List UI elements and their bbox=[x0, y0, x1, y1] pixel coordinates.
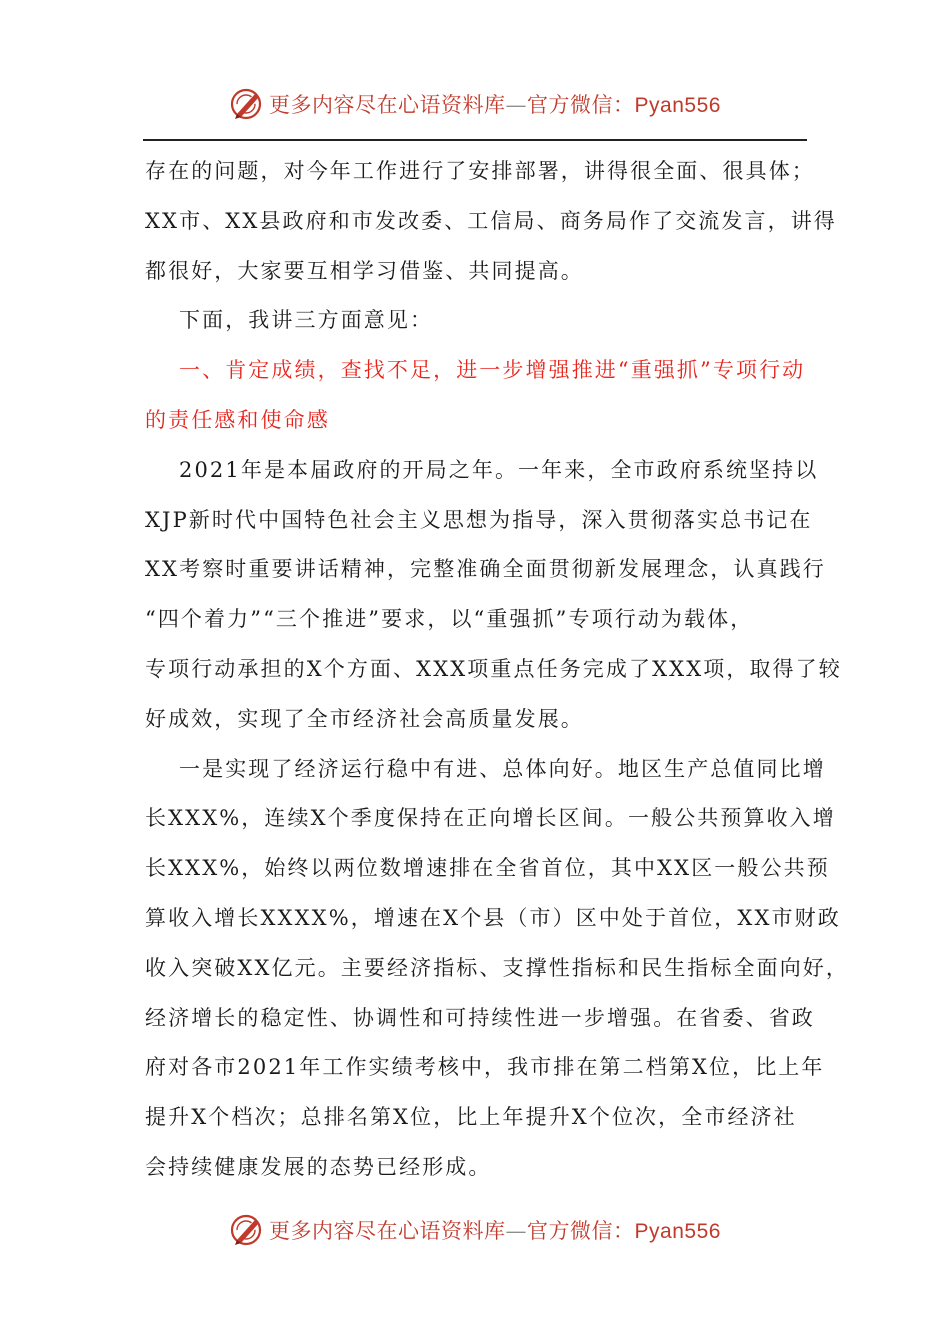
body-line: “四个着力”“三个推进”要求，以“重强抓”专项行动为载体， bbox=[145, 607, 754, 632]
body-line: 长XXX%，连续X个季度保持在正向增长区间。一般公共预算收入增 bbox=[145, 806, 836, 831]
wechat-label: 官方微信： bbox=[527, 93, 635, 117]
section-heading: 的责任感和使命感 bbox=[145, 407, 330, 432]
wechat-label: 官方微信： bbox=[527, 1219, 635, 1243]
body-line: 专项行动承担的X个方面、XXX项重点任务完成了XXX项，取得了较 bbox=[145, 656, 842, 681]
body-line: 都很好，大家要互相学习借鉴、共同提高。 bbox=[145, 258, 584, 283]
body-line: 收入突破XX亿元。主要经济指标、支撑性指标和民生指标全面向好， bbox=[145, 955, 849, 980]
brand-text: 更多内容尽在心语资料库 bbox=[269, 1219, 506, 1243]
brand-text: 更多内容尽在心语资料库 bbox=[269, 93, 506, 117]
body-line: 算收入增长XXXX%，增速在X个县（市）区中处于首位，XX市财政 bbox=[145, 905, 841, 930]
body-line: 会持续健康发展的态势已经形成。 bbox=[145, 1154, 492, 1179]
header-banner bbox=[0, 84, 950, 124]
header-banner-text bbox=[269, 89, 721, 119]
pen-logo-icon bbox=[229, 1212, 265, 1248]
body-line: XX市、XX县政府和市发改委、工信局、商务局作了交流发言，讲得 bbox=[145, 208, 837, 233]
body-line: 一是实现了经济运行稳中有进、总体向好。地区生产总值同比增 bbox=[179, 756, 826, 781]
body-line: XX考察时重要讲话精神，完整准确全面贯彻新发展理念，认真践行 bbox=[145, 557, 826, 582]
banner-separator: — bbox=[505, 93, 528, 117]
body-line: 下面，我讲三方面意见： bbox=[179, 308, 434, 333]
footer-banner bbox=[0, 1210, 950, 1250]
body-line: 存在的问题，对今年工作进行了安排部署，讲得很全面、很具体； bbox=[145, 159, 815, 183]
document-body bbox=[145, 147, 849, 1193]
wechat-id: Pyan556 bbox=[634, 94, 721, 117]
wechat-id: Pyan556 bbox=[634, 1220, 721, 1243]
body-line: 好成效，实现了全市经济社会高质量发展。 bbox=[145, 706, 584, 731]
banner-separator: — bbox=[505, 1219, 528, 1243]
body-line: 经济增长的稳定性、协调性和可持续性进一步增强。在省委、省政 bbox=[145, 1005, 815, 1030]
body-line: 长XXX%，始终以两位数增速排在全省首位，其中XX区一般公共预 bbox=[145, 856, 830, 881]
body-line: XJP新时代中国特色社会主义思想为指导，深入贯彻落实总书记在 bbox=[145, 507, 813, 532]
footer-banner-text bbox=[269, 1215, 721, 1245]
body-line: 2021年是本届政府的开局之年。一年来，全市政府系统坚持以 bbox=[179, 457, 819, 482]
body-line: 府对各市2021年工作实绩考核中，我市排在第二档第X位，比上年 bbox=[145, 1055, 825, 1080]
pen-logo-icon bbox=[229, 86, 265, 122]
section-heading: 一、肯定成绩，查找不足，进一步增强推进“重强抓”专项行动 bbox=[179, 358, 806, 383]
body-line: 提升X个档次；总排名第X位，比上年提升X个位次，全市经济社 bbox=[145, 1105, 797, 1130]
header-divider bbox=[143, 139, 807, 141]
